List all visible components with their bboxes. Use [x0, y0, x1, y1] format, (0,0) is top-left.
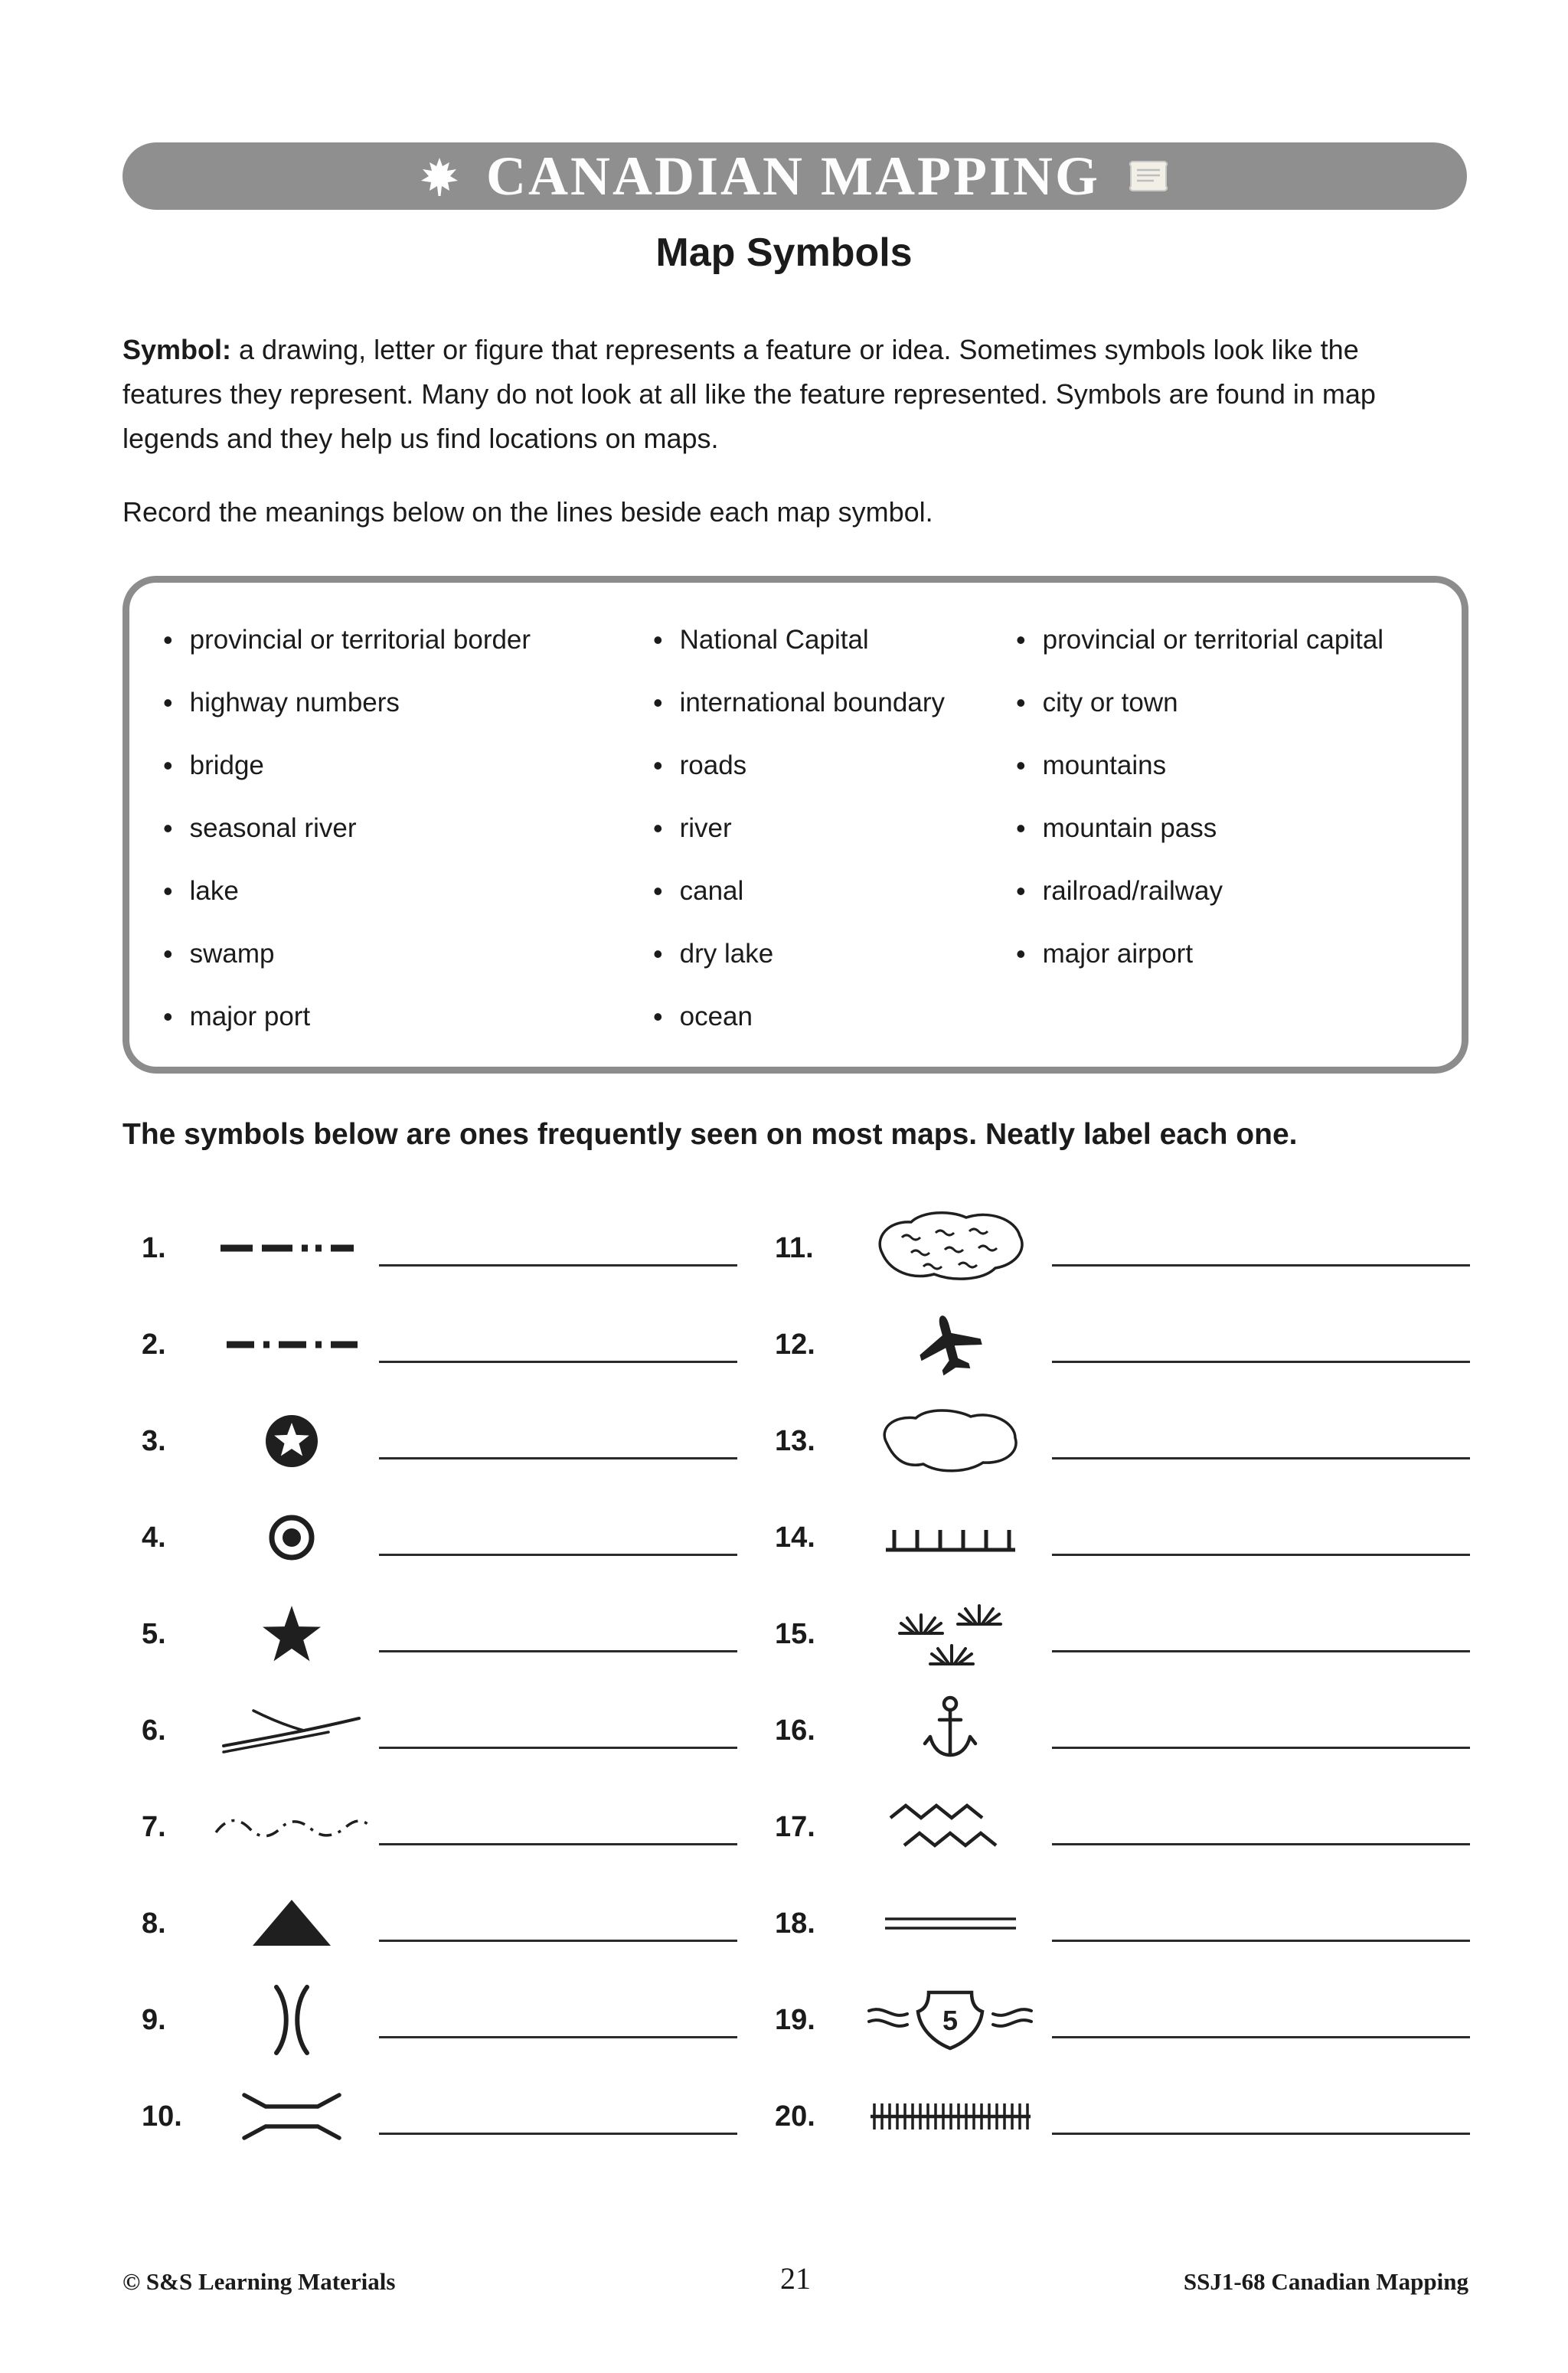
word-bank-column-2 — [653, 609, 945, 1048]
intro-body: a drawing, letter or figure that represents a feature or idea. Sometimes symbols look like the features they represent. Many do not look at all like the feature represented. Symbols are found in map legends and they help us find locations on maps. — [122, 334, 1376, 454]
answer-line — [1052, 1616, 1470, 1652]
symbol-item-2: 2. — [142, 1296, 737, 1393]
answer-line — [1052, 2098, 1470, 2135]
black-star-icon — [257, 1601, 326, 1667]
bullseye-icon — [265, 1511, 318, 1564]
anchor-icon — [918, 1694, 982, 1767]
ticked-line-icon — [884, 1518, 1018, 1557]
symbol-item-6: 6. — [142, 1682, 737, 1779]
flared-parallel-lines-icon — [241, 2091, 342, 2142]
symbol-item-7: 7. — [142, 1779, 737, 1875]
lake-outline-icon — [876, 1403, 1025, 1479]
symbol-item-18: 18. — [775, 1875, 1470, 1972]
symbol-item-15: 15. — [775, 1586, 1470, 1682]
legend-term: • ocean — [653, 985, 945, 1048]
symbol-item-17: 17. — [775, 1779, 1470, 1875]
symbols-heading: The symbols below are ones frequently seen on most maps. Neatly label each one. — [122, 1118, 1298, 1151]
swamp-outline-icon — [868, 1205, 1033, 1291]
scroll-map-icon — [1126, 159, 1171, 194]
highway-number: 5 — [942, 2005, 959, 2036]
symbol-item-10: 10. — [142, 2068, 737, 2165]
legend-term: • highway numbers — [163, 672, 531, 734]
symbol-item-4: 4. — [142, 1489, 737, 1586]
page-title: Map Symbols — [655, 230, 913, 275]
exercise-column-left — [142, 1200, 737, 2165]
legend-term: • National Capital — [653, 609, 945, 672]
word-bank-column-1 — [163, 609, 531, 1048]
legend-term: • major port — [163, 985, 531, 1048]
exercise-column-right — [775, 1200, 1470, 2165]
answer-line — [1052, 1712, 1470, 1749]
record-instruction: Record the meanings below on the lines beside each map symbol. — [122, 496, 933, 528]
legend-term: • seasonal river — [163, 797, 531, 860]
symbol-item-8: 8. — [142, 1875, 737, 1972]
symbol-item-14: 14. — [775, 1489, 1470, 1586]
answer-line — [379, 1616, 737, 1652]
answer-line — [379, 1230, 737, 1267]
zigzag-waves-icon — [887, 1799, 1014, 1855]
banner-title: CANADIAN MAPPING — [486, 145, 1100, 207]
legend-term: • city or town — [1016, 672, 1383, 734]
answer-line — [379, 2098, 737, 2135]
answer-line — [1052, 2002, 1470, 2038]
answer-line — [379, 1905, 737, 1942]
legend-term: • dry lake — [653, 923, 945, 985]
black-triangle-icon — [250, 1898, 334, 1949]
symbol-item-9: 9. — [142, 1972, 737, 2068]
answer-line — [1052, 1423, 1470, 1459]
answer-line — [379, 1423, 737, 1459]
legend-term: • mountain pass — [1016, 797, 1383, 860]
highway-shield-icon — [866, 1985, 1034, 2055]
legend-term: • river — [653, 797, 945, 860]
legend-term: • provincial or territorial border — [163, 609, 531, 672]
maple-leaf-icon — [419, 155, 460, 197]
legend-term: • major airport — [1016, 923, 1383, 985]
dashed-meander-line-icon — [214, 1805, 371, 1849]
answer-line — [379, 1712, 737, 1749]
symbol-item-20: 20. — [775, 2068, 1470, 2165]
dash-dot-line-icon — [225, 1335, 359, 1355]
answer-line — [1052, 1326, 1470, 1363]
legend-term: • bridge — [163, 734, 531, 797]
symbol-item-3: 3. — [142, 1393, 737, 1489]
symbol-item-16: 16. — [775, 1682, 1470, 1779]
footer — [122, 2260, 1468, 2306]
answer-line — [379, 1519, 737, 1556]
marsh-tufts-icon — [881, 1598, 1019, 1670]
answer-line — [379, 2002, 737, 2038]
answer-line — [1052, 1519, 1470, 1556]
intro-lead: Symbol: — [122, 334, 232, 365]
footer-publisher: © S&S Learning Materials — [122, 2268, 396, 2295]
legend-term: • railroad/railway — [1016, 860, 1383, 923]
legend-term: • provincial or territorial capital — [1016, 609, 1383, 672]
legend-term: • swamp — [163, 923, 531, 985]
answer-line — [379, 1809, 737, 1845]
footer-page-number: 21 — [780, 2261, 811, 2296]
answer-line — [379, 1326, 737, 1363]
legend-term: • international boundary — [653, 672, 945, 734]
banner — [122, 142, 1467, 210]
double-parallel-line-icon — [884, 1913, 1018, 1934]
footer-code: SSJ1-68 Canadian Mapping — [1183, 2268, 1468, 2295]
dash-double-dot-line-icon — [219, 1238, 364, 1258]
intro-paragraph — [122, 328, 1424, 461]
facing-arcs-icon — [255, 1985, 328, 2055]
symbol-item-12: 12. — [775, 1296, 1470, 1393]
legend-term: • mountains — [1016, 734, 1383, 797]
legend-term: • lake — [163, 860, 531, 923]
symbol-item-5: 5. — [142, 1586, 737, 1682]
word-bank-box — [122, 576, 1468, 1074]
legend-term: • roads — [653, 734, 945, 797]
answer-line — [1052, 1905, 1470, 1942]
word-bank-column-3 — [1016, 609, 1383, 985]
star-in-circle-icon — [260, 1410, 323, 1473]
railroad-track-icon — [868, 2099, 1033, 2134]
symbol-item-19: 19. 5 — [775, 1972, 1470, 2068]
legend-term: • canal — [653, 860, 945, 923]
answer-line — [1052, 1809, 1470, 1845]
airplane-icon — [912, 1309, 988, 1380]
symbol-item-13: 13. — [775, 1393, 1470, 1489]
answer-line — [1052, 1230, 1470, 1267]
symbol-item-1: 1. — [142, 1200, 737, 1296]
symbol-item-11: 11. — [775, 1200, 1470, 1296]
river-fork-lines-icon — [221, 1700, 363, 1761]
